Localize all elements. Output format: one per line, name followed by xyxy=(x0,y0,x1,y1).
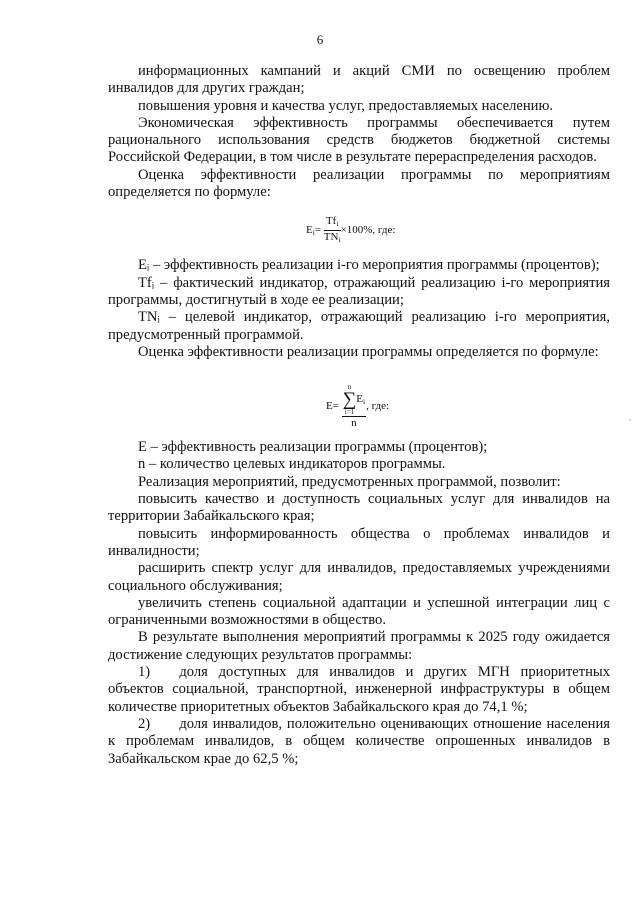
formula2-denominator: n xyxy=(351,417,357,430)
formula-denominator-sub: i xyxy=(338,235,341,245)
paragraph: Eᵢ – эффективность реализации i-го мероприятия программы (процентов); xyxy=(138,257,600,274)
paragraph: Реализация мероприятий, предусмотренных программой, позволит: xyxy=(138,473,561,490)
margin-mark: ` xyxy=(629,418,632,427)
formula-numerator-sub: i xyxy=(336,219,339,229)
paragraph: TNᵢ – целевой индикатор, отражающий реализацию i-го мероприятия, предусмотренный программой. xyxy=(108,309,610,343)
formula2-term: E xyxy=(356,393,363,406)
formula2-term-sub: i xyxy=(362,397,366,407)
sum-top: n xyxy=(347,383,352,392)
paragraph: расширить спектр услуг для инвалидов, предоставляемых учреждениями социального обслуживания; xyxy=(108,560,610,594)
paragraph: n – количество целевых индикаторов программы. xyxy=(138,456,446,473)
formula-denominator: TN xyxy=(323,231,339,244)
formula-lhs: E xyxy=(306,224,313,237)
paragraph: Tfᵢ – фактический индикатор, отражающий реализацию i-го мероприятия программы, достигнутый в ходе ее реализации; xyxy=(108,274,610,308)
formula-fraction xyxy=(324,215,341,246)
page-number: 6 xyxy=(316,32,324,47)
paragraph: повысить информированность общества о проблемах инвалидов и инвалидности; xyxy=(108,525,610,559)
paragraph: В результате выполнения мероприятий программы к 2025 году ожидается достижение следующих результатов программы: xyxy=(108,629,610,663)
sum-symbol: ∑ xyxy=(342,389,357,411)
formula-tail: ×100%, где: xyxy=(340,224,396,237)
paragraph: повышения уровня и качества услуг, предоставляемых населению. xyxy=(138,97,554,114)
formula2-lhs: E= xyxy=(326,400,339,413)
paragraph: Оценка эффективности реализации программы определяется по формуле: xyxy=(138,343,599,360)
sum-bottom: i=1 xyxy=(344,408,355,417)
paragraph: E – эффективность реализации программы (процентов); xyxy=(138,439,488,456)
list-item: 1) доля доступных для инвалидов и других МГН приоритетных объектов социальной, транспортной, инженерной инфраструктуры в общем количестве приоритетных объектов Забайкальского края до 74,1 %; xyxy=(108,664,610,715)
formula-program-efficiency xyxy=(108,361,610,439)
formula-item-efficiency xyxy=(108,201,610,257)
paragraph: Оценка эффективности реализации программы по мероприятиям определяется по формуле: xyxy=(108,166,610,201)
sum-sign xyxy=(343,383,357,416)
formula-numerator: Tf xyxy=(325,215,337,228)
paragraph: увеличить степень социальной адаптации и успешной интеграции лиц с ограниченными возможностями в общество. xyxy=(108,594,610,629)
paragraph: повысить качество и доступность социальных услуг для инвалидов на территории Забайкальского края; xyxy=(108,491,610,525)
formula-lhs-sub: i xyxy=(312,228,315,238)
formula2-tail: , где: xyxy=(366,400,390,413)
list-item: 2) доля инвалидов, положительно оценивающих отношение населения к проблемам инвалидов, в общем количестве опрошенных инвалидов в Забайкальском крае до 62,5 %; xyxy=(108,715,610,767)
paragraph: информационных кампаний и акций СМИ по освещению проблем инвалидов для других граждан; xyxy=(108,63,610,97)
body-text xyxy=(108,63,610,768)
formula2-fraction xyxy=(342,383,366,430)
paragraph: Экономическая эффективность программы обеспечивается путем рационального использования средств бюджетов бюджетной системы Российской Федерации, в том числе в результате перераспределения расходов. xyxy=(108,114,610,166)
formula-eq: = xyxy=(314,224,322,237)
